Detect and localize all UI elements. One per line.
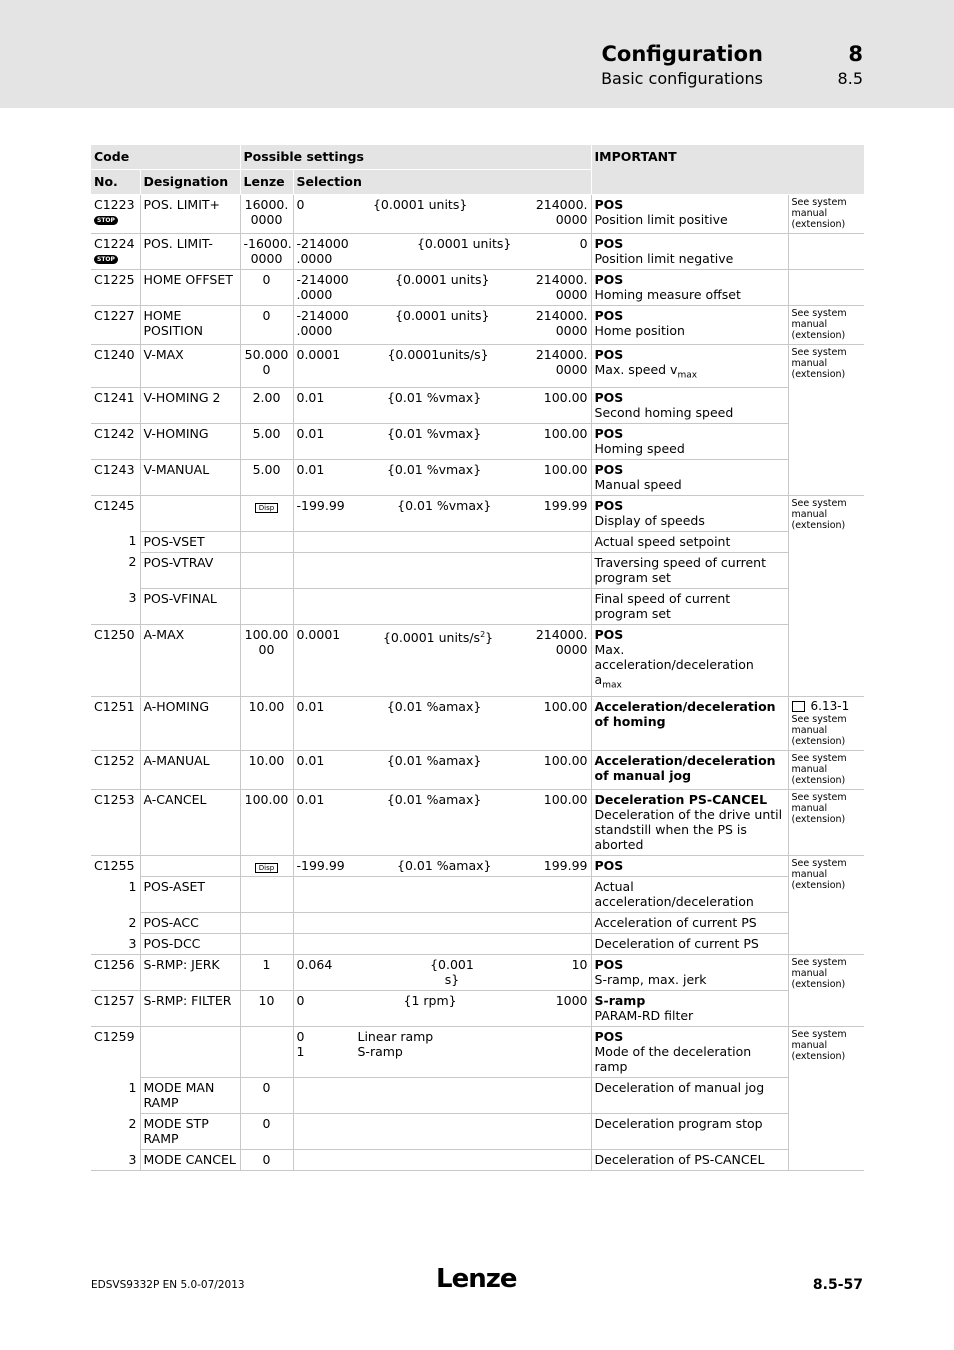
chapter-number: 8	[848, 42, 863, 66]
table-row	[91, 306, 864, 345]
designation-cell: A-CANCEL	[140, 790, 240, 856]
subcode-cell: 3	[91, 588, 140, 624]
important-cell: Acceleration of current PS	[591, 913, 788, 934]
lenze-default-cell: 0	[240, 270, 293, 306]
code-cell: C1245	[94, 497, 135, 513]
lenze-default-cell	[240, 856, 293, 877]
selection-cell: 0.01 {0.01 %amax} 100.00	[293, 790, 591, 856]
table-row	[91, 877, 864, 913]
reference-cell: See system manual (extension)	[788, 345, 864, 496]
code-cell: C1227	[91, 306, 140, 345]
code-cell: C1223 STOP	[91, 195, 140, 234]
code-cell: C1255	[94, 858, 135, 873]
lenze-default-cell	[240, 934, 293, 955]
selection-cell	[293, 1114, 591, 1150]
header-code: Code	[91, 145, 240, 170]
designation-cell: POS. LIMIT+	[140, 195, 240, 234]
lenze-default-cell: 50.000 0	[240, 345, 293, 388]
chapter-title: Configuration	[601, 42, 763, 66]
selection-cell: 0.01 {0.01 %amax} 100.00	[293, 697, 591, 751]
lenze-logo: Lenze	[436, 1264, 517, 1294]
selection-cell	[293, 531, 591, 552]
important-cell: POS Homing speed	[591, 423, 788, 459]
table-row	[91, 387, 864, 423]
important-cell: POS Max. speed $v_{max}$	[591, 345, 788, 388]
table-row	[91, 495, 864, 531]
table-row	[91, 234, 864, 270]
reference-cell	[788, 270, 864, 306]
lenze-default-cell: 100.00	[240, 790, 293, 856]
header-important: IMPORTANT	[591, 145, 864, 195]
parameter-table	[91, 145, 864, 1171]
selection-cell	[293, 1027, 591, 1078]
lenze-default-cell: 2.00	[240, 387, 293, 423]
section-title: Basic configurations	[601, 69, 763, 88]
display-only-icon: Disp	[255, 503, 278, 513]
stop-icon: STOP	[94, 216, 118, 225]
table-row	[91, 1027, 864, 1078]
designation-cell: MODE STP RAMP	[140, 1114, 240, 1150]
header-designation: Designation	[140, 170, 240, 195]
important-cell: Deceleration PS-CANCEL Deceleration of the drive until standstill when the PS is aborted	[591, 790, 788, 856]
important-cell: Acceleration/deceleration of homing	[591, 697, 788, 751]
designation-cell: A-HOMING	[140, 697, 240, 751]
lenze-default-cell	[240, 495, 293, 531]
reference-cell	[788, 234, 864, 270]
table-row	[91, 913, 864, 934]
designation-cell: POS-ACC	[140, 913, 240, 934]
important-cell: Actual acceleration/deceleration	[591, 877, 788, 913]
selection-cell: -199.99 {0.01 %amax} 199.99	[293, 856, 591, 877]
code-cell: C1224 STOP	[91, 234, 140, 270]
important-cell: Deceleration of current PS	[591, 934, 788, 955]
lenze-default-cell: 0	[240, 1114, 293, 1150]
subcode-cell: 2	[128, 914, 137, 930]
important-cell: Deceleration of PS-CANCEL	[591, 1150, 788, 1171]
subcode-cell: 3	[91, 934, 140, 955]
lenze-default-cell: 5.00	[240, 459, 293, 495]
table-row	[91, 423, 864, 459]
table-row	[91, 459, 864, 495]
designation-cell: S-RMP: JERK	[140, 955, 240, 991]
selection-cell: 0 {1 rpm} 1000	[293, 991, 591, 1027]
page-number: 8.5-57	[812, 1277, 863, 1293]
table-row	[91, 991, 864, 1027]
subcode-cell: 1	[128, 533, 137, 548]
table-row	[91, 697, 864, 751]
table-row	[91, 552, 864, 588]
code-cell: C1250	[91, 624, 140, 697]
code-cell: C1259	[94, 1029, 135, 1044]
selection-cell: 0.01 {0.01 %vmax} 100.00	[293, 423, 591, 459]
lenze-default-cell: 5.00	[240, 423, 293, 459]
code-cell: C1256	[91, 955, 140, 991]
reference-cell: 6.13-1 See system manual (extension)	[788, 697, 864, 751]
important-cell: Final speed of current program set	[591, 588, 788, 624]
book-icon	[792, 701, 805, 712]
important-cell: POS Second homing speed	[591, 387, 788, 423]
important-cell: Actual speed setpoint	[591, 531, 788, 552]
designation-cell	[140, 495, 240, 531]
table-row	[91, 270, 864, 306]
code-cell: C1251	[91, 697, 140, 751]
subcode-cell: 2	[128, 554, 137, 569]
selection-cell: -214000 .0000 {0.0001 units} 214000. 0000	[293, 270, 591, 306]
selection-cell	[293, 913, 591, 934]
important-cell: POS Manual speed	[591, 459, 788, 495]
important-cell: POS Home position	[591, 306, 788, 345]
selection-cell: 0.064 {0.001 s} 10	[293, 955, 591, 991]
selection-cell: 0 {0.0001 units} 214000. 0000	[293, 195, 591, 234]
section-number: 8.5	[837, 69, 863, 88]
designation-cell: POS-DCC	[140, 934, 240, 955]
table-row	[91, 345, 864, 388]
subcode-cell: 1	[128, 1079, 137, 1095]
designation-cell	[140, 856, 240, 877]
selection-cell	[293, 552, 591, 588]
code-cell: C1241	[91, 387, 140, 423]
important-cell: Deceleration program stop	[591, 1114, 788, 1150]
lenze-default-cell	[240, 877, 293, 913]
lenze-default-cell: -16000. 0000	[240, 234, 293, 270]
designation-cell: V-MAX	[140, 345, 240, 388]
display-only-icon: Disp	[255, 863, 278, 873]
designation-cell: POS-VFINAL	[140, 588, 240, 624]
reference-cell: See system manual (extension)	[788, 955, 864, 1027]
important-cell: POS Mode of the deceleration ramp	[591, 1027, 788, 1078]
table-row	[91, 195, 864, 234]
table-row	[91, 934, 864, 955]
subcode-cell: 1	[128, 878, 137, 894]
table-row	[91, 531, 864, 552]
important-cell: POS Position limit positive	[591, 195, 788, 234]
designation-cell: V-HOMING	[140, 423, 240, 459]
selection-cell	[293, 934, 591, 955]
selection-cell: 0.01 {0.01 %vmax} 100.00	[293, 459, 591, 495]
important-cell: Acceleration/deceleration of manual jog	[591, 751, 788, 790]
important-cell: POS Position limit negative	[591, 234, 788, 270]
lenze-default-cell	[240, 588, 293, 624]
document-id: EDSVS9332P EN 5.0-07/2013	[91, 1279, 245, 1291]
designation-cell: MODE CANCEL	[140, 1150, 240, 1171]
selection-cell: -214000 .0000 {0.0001 units} 0	[293, 234, 591, 270]
header-no: No.	[91, 170, 140, 195]
lenze-default-cell: 0	[240, 1150, 293, 1171]
lenze-default-cell: 0	[240, 306, 293, 345]
code-cell: C1242	[91, 423, 140, 459]
designation-cell: V-MANUAL	[140, 459, 240, 495]
important-cell: POS Homing measure offset	[591, 270, 788, 306]
selection-cell	[293, 588, 591, 624]
table-row	[91, 624, 864, 697]
table-header-row-1	[91, 145, 864, 170]
selection-cell	[293, 1078, 591, 1114]
selection-cell: 0.01 {0.01 %amax} 100.00	[293, 751, 591, 790]
selection-cell: 0.01 {0.01 %vmax} 100.00	[293, 387, 591, 423]
important-cell: POS Display of speeds	[591, 495, 788, 531]
selection-cell	[293, 1150, 591, 1171]
designation-cell: V-HOMING 2	[140, 387, 240, 423]
lenze-default-cell	[240, 1027, 293, 1078]
lenze-default-cell	[240, 531, 293, 552]
code-cell: C1243	[91, 459, 140, 495]
reference-cell: See system manual (extension)	[788, 751, 864, 790]
lenze-default-cell	[240, 913, 293, 934]
selection-cell: 0.0001 {0.0001 units/$s^2$} 214000. 0000	[293, 624, 591, 697]
lenze-default-cell: 10.00	[240, 697, 293, 751]
important-cell: Deceleration of manual jog	[591, 1078, 788, 1114]
lenze-default-cell: 10.00	[240, 751, 293, 790]
selection-cell: -214000 .0000 {0.0001 units} 214000. 0000	[293, 306, 591, 345]
designation-cell: HOME POSITION	[140, 306, 240, 345]
important-cell: POS S-ramp, max. jerk	[591, 955, 788, 991]
lenze-default-cell: 10	[240, 991, 293, 1027]
designation-cell: POS-VTRAV	[140, 552, 240, 588]
table-row	[91, 588, 864, 624]
designation-cell: POS-VSET	[140, 531, 240, 552]
selection-cell: 0.0001 {0.0001units/s} 214000. 0000	[293, 345, 591, 388]
lenze-default-cell: 100.00 00	[240, 624, 293, 697]
important-cell: S-ramp PARAM-RD filter	[591, 991, 788, 1027]
important-cell: POS Max. acceleration/deceleration $a_{max}$	[591, 624, 788, 697]
reference-cell: See system manual (extension)	[788, 1027, 864, 1171]
code-cell: C1257	[91, 991, 140, 1027]
table-row	[91, 1078, 864, 1114]
important-cell: Traversing speed of current program set	[591, 552, 788, 588]
reference-cell: See system manual (extension)	[788, 790, 864, 856]
code-cell: C1253	[91, 790, 140, 856]
lenze-default-cell	[240, 552, 293, 588]
reference-cell: See system manual (extension)	[788, 495, 864, 697]
designation-cell: MODE MAN RAMP	[140, 1078, 240, 1114]
designation-cell: HOME OFFSET	[140, 270, 240, 306]
reference-cell: See system manual (extension)	[788, 856, 864, 955]
designation-cell	[140, 1027, 240, 1078]
table-row	[91, 856, 864, 877]
lenze-default-cell: 16000. 0000	[240, 195, 293, 234]
table-row	[91, 790, 864, 856]
designation-cell: A-MANUAL	[140, 751, 240, 790]
selection-cell	[293, 877, 591, 913]
subcode-cell: 2	[128, 1115, 137, 1131]
designation-cell: A-MAX	[140, 624, 240, 697]
code-cell: C1252	[91, 751, 140, 790]
table-row	[91, 1150, 864, 1171]
header-lenze: Lenze	[240, 170, 293, 195]
stop-icon: STOP	[94, 255, 118, 264]
code-cell: C1240	[91, 345, 140, 388]
selection-option: 0 Linear ramp	[296, 1029, 434, 1044]
reference-cell: See system manual (extension)	[788, 195, 864, 234]
header-selection: Selection	[293, 170, 591, 195]
subcode-cell: 3	[91, 1150, 140, 1171]
table-row	[91, 955, 864, 991]
selection-option: 1 S-ramp	[296, 1044, 403, 1059]
important-cell: POS	[591, 856, 788, 877]
designation-cell: S-RMP: FILTER	[140, 991, 240, 1027]
selection-cell: -199.99 {0.01 %vmax} 199.99	[293, 495, 591, 531]
designation-cell: POS-ASET	[140, 877, 240, 913]
page-header	[0, 0, 954, 108]
lenze-default-cell: 0	[240, 1078, 293, 1114]
table-row	[91, 751, 864, 790]
designation-cell: POS. LIMIT-	[140, 234, 240, 270]
table-row	[91, 1114, 864, 1150]
lenze-default-cell: 1	[240, 955, 293, 991]
header-possible-settings: Possible settings	[240, 145, 591, 170]
reference-cell: See system manual (extension)	[788, 306, 864, 345]
code-cell: C1225	[91, 270, 140, 306]
